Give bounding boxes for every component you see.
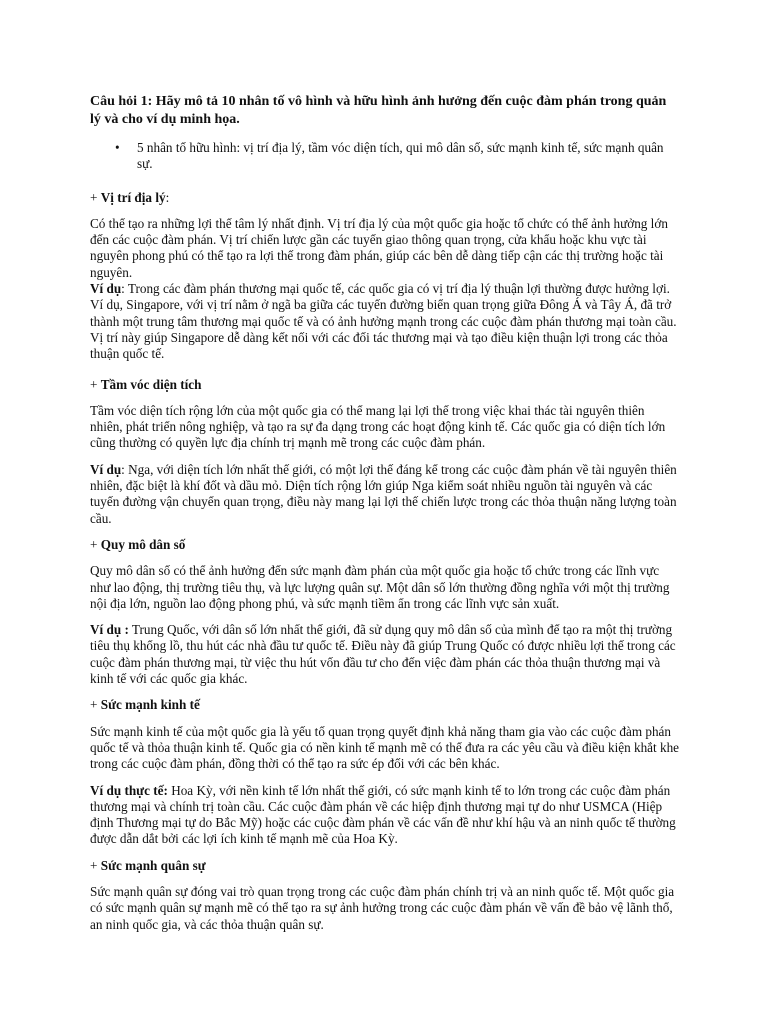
heading-text: Tầm vóc diện tích [100,376,202,392]
heading-text: Quy mô dân số [100,536,186,552]
heading-prefix: + [90,857,101,873]
section-example [90,783,680,848]
section-heading-economy [90,697,680,713]
section-heading-military [90,858,680,874]
example-text: : Nga, với diện tích lớn nhất thế giới, có một lợi thế đáng kể trong các cuộc đàm phán về tài nguyên thiên nhiên, đặc biệt là khí đốt và dầu mỏ. Diện tích rộng lớn giúp Nga kiểm soát nhiều nguồn tài nguyên và các tuyến đường vận chuyển quan trọng, điều này mang lại lợi thế chiến lược trong các thỏa thuận năng lượng toàn cầu. [90,461,677,526]
heading-suffix: : [165,189,170,205]
heading-prefix: + [90,376,101,392]
bullet-item [115,140,680,173]
heading-text: Sức mạnh kinh tế [100,697,200,713]
question-title: Câu hỏi 1: Hãy mô tả 10 nhân tố vô hình và hữu hình ảnh hưởng đến cuộc đàm phán trong quản lý và cho ví dụ minh họa. [90,94,667,127]
example-label: Ví dụ thực tế: [90,782,168,798]
bullet-text: 5 nhân tố hữu hình: vị trí địa lý, tầm vóc diện tích, qui mô dân số, sức mạnh kinh tế, sức mạnh quân sự. [137,140,664,172]
section-example [90,281,680,362]
section-paragraph: Tầm vóc diện tích rộng lớn của một quốc gia có thể mang lại lợi thế trong việc khai thác tài nguyên thiên nhiên, phát triển nông nghiệp, và tạo ra sự đa dạng trong các hoạt động kinh tế. Các quốc gia có diện tích lớn cũng thường có quyền lực địa chính trị mạnh mẽ trong các cuộc đàm phán. [90,402,666,451]
bullet-dot-icon: • [115,140,120,155]
heading-prefix: + [90,536,101,552]
heading-text: Sức mạnh quân sự [100,857,206,873]
example-label: Ví dụ : [90,622,129,638]
section-paragraph: Sức mạnh quân sự đóng vai trò quan trọng trong các cuộc đàm phán chính trị và an ninh quốc tế. Một quốc gia có sức mạnh quân sự mạnh mẽ có thể tạo ra sự ảnh hưởng trong các cuộc đàm phán về vấn đề bảo vệ lãnh thổ, an ninh quốc gia, và các thỏa thuận quân sự. [90,883,675,932]
heading-prefix: + [90,189,101,205]
document-body [90,93,680,933]
example-label: Ví dụ [90,281,122,297]
example-text: : Trong các đàm phán thương mại quốc tế, các quốc gia có vị trí địa lý thuận lợi thường được hưởng lợi. Ví dụ, Singapore, với vị trí nằm ở ngã ba giữa các tuyến đường biển quan trọng giữa Đông Á và Tây Á, đã trở thành một trung tâm thương mại quốc tế và có ảnh hưởng mạnh trong các cuộc đàm phán thương mại toàn cầu. Vị trí này giúp Singapore dễ dàng kết nối với các đối tác thương mại và tạo điều kiện thuận lợi trong các thỏa thuận quốc tế. [90,281,677,362]
example-label: Ví dụ [90,461,122,477]
heading-prefix: + [90,697,101,713]
section-example [90,462,680,527]
section-paragraph: Sức mạnh kinh tế của một quốc gia là yếu tố quan trọng quyết định khả năng tham gia vào các cuộc đàm phán quốc tế và thỏa thuận kinh tế. Quốc gia có nền kinh tế mạnh mẽ có thể đưa ra các yêu cầu và điều kiện khắt khe trong các cuộc đàm phán, đồng thời có thể tạo ra sức ép đối với các bên khác. [90,723,680,772]
section-example [90,622,680,687]
example-text: Hoa Kỳ, với nền kinh tế lớn nhất thế giới, có sức mạnh kinh tế to lớn trong các cuộc đàm phán thương mại và chính trị toàn cầu. Các cuộc đàm phán về các hiệp định thương mại tự do như USMCA (Hiệp định Thương mại tự do Bắc Mỹ) hoặc các cuộc đàm phán về các vấn đề như khí hậu và an ninh quốc tế thường được dẫn dắt bởi các lợi ích kinh tế mạnh mẽ của Hoa Kỳ. [90,782,676,847]
heading-text: Vị trí địa lý [100,189,166,205]
example-text: Trung Quốc, với dân số lớn nhất thế giới, đã sử dụng quy mô dân số của mình để tạo ra một thị trường tiêu thụ khổng lồ, thu hút các nhà đầu tư quốc tế. Điều này đã giúp Trung Quốc có được nhiều lợi thế trong các cuộc đàm phán thương mại, từ việc thu hút vốn đầu tư cho đến việc đàm phán các thỏa thuận thương mại và kinh tế với các quốc gia khác. [90,622,676,687]
section-paragraph: Quy mô dân số có thể ảnh hưởng đến sức mạnh đàm phán của một quốc gia hoặc tổ chức trong các lĩnh vực như lao động, thị trường tiêu thụ, và lực lượng quân sự. Một dân số lớn thường đồng nghĩa với một thị trường nội địa lớn, nguồn lao động phong phú, và sức mạnh tiềm ẩn trong các lĩnh vực sản xuất. [90,563,670,611]
section-heading-location [90,190,680,206]
section-heading-population [90,537,680,553]
section-paragraph: Có thể tạo ra những lợi thế tâm lý nhất định. Vị trí địa lý của một quốc gia hoặc tổ chức có thể ảnh hưởng lớn đến các cuộc đàm phán. Vị trí chiến lược gần các tuyến giao thông quan trọng, cửa khẩu hoặc khu vực tài nguyên phong phú có thể tạo ra lợi thế trong đàm phán, giúp các bên dễ dàng tiếp cận các thị trường hoặc tài nguyên. [90,215,668,280]
section-heading-area [90,377,680,393]
